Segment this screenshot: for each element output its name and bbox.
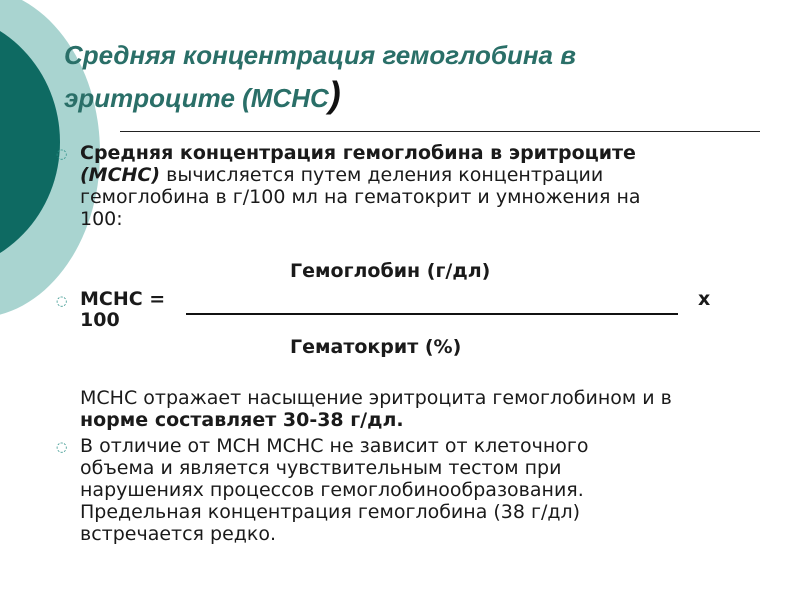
- title-line-2: эритроците (МСНС: [64, 83, 329, 113]
- comparison-text-3: нарушениях процессов гемоглобинообразования.: [80, 479, 584, 501]
- definition-bold-lead: Средняя концентрация гемоглобина в эритроците: [80, 142, 636, 164]
- slide-title: [64, 34, 744, 120]
- title-paren: ): [328, 74, 341, 115]
- definition-abbr: (МСНС): [80, 164, 161, 186]
- formula-fraction-line: [186, 313, 678, 315]
- formula-hundred: 100: [80, 309, 120, 331]
- paragraph-mchc-definition: [80, 142, 770, 230]
- bullet-icon: ◌: [56, 294, 68, 309]
- comparison-text-4: Предельная концентрация гемоглобина (38 г/дл): [80, 501, 581, 523]
- formula-times: х: [698, 288, 711, 310]
- formula-label: МСНС =: [80, 288, 166, 310]
- comparison-text-5: встречается редко.: [80, 523, 277, 545]
- formula-numerator: Гемоглобин (г/дл): [290, 260, 491, 282]
- bullet-icon: ◌: [56, 440, 68, 455]
- comparison-text-2: объема и является чувствительным тестом при: [80, 457, 562, 479]
- title-divider: [120, 131, 760, 132]
- formula-denominator: Гематокрит (%): [290, 336, 462, 358]
- definition-text-2: гемоглобина в г/100 мл на гематокрит и умножения на: [80, 186, 641, 208]
- bullet-icon: ◌: [56, 147, 68, 162]
- paragraph-mchc-norm: [80, 387, 780, 431]
- paragraph-mchc-comparison: [80, 435, 780, 545]
- title-line-1: Средняя концентрация гемоглобина в: [64, 40, 576, 70]
- definition-text-3: 100:: [80, 208, 123, 230]
- norm-text-1: МСНС отражает насыщение эритроцита гемоглобином и в: [80, 387, 672, 409]
- norm-text-2: норме составляет 30-38 г/дл.: [80, 409, 404, 431]
- definition-text-1: вычисляется путем деления концентрации: [160, 164, 604, 186]
- comparison-text-1: В отличие от МСН МСНС не зависит от клеточного: [80, 435, 589, 457]
